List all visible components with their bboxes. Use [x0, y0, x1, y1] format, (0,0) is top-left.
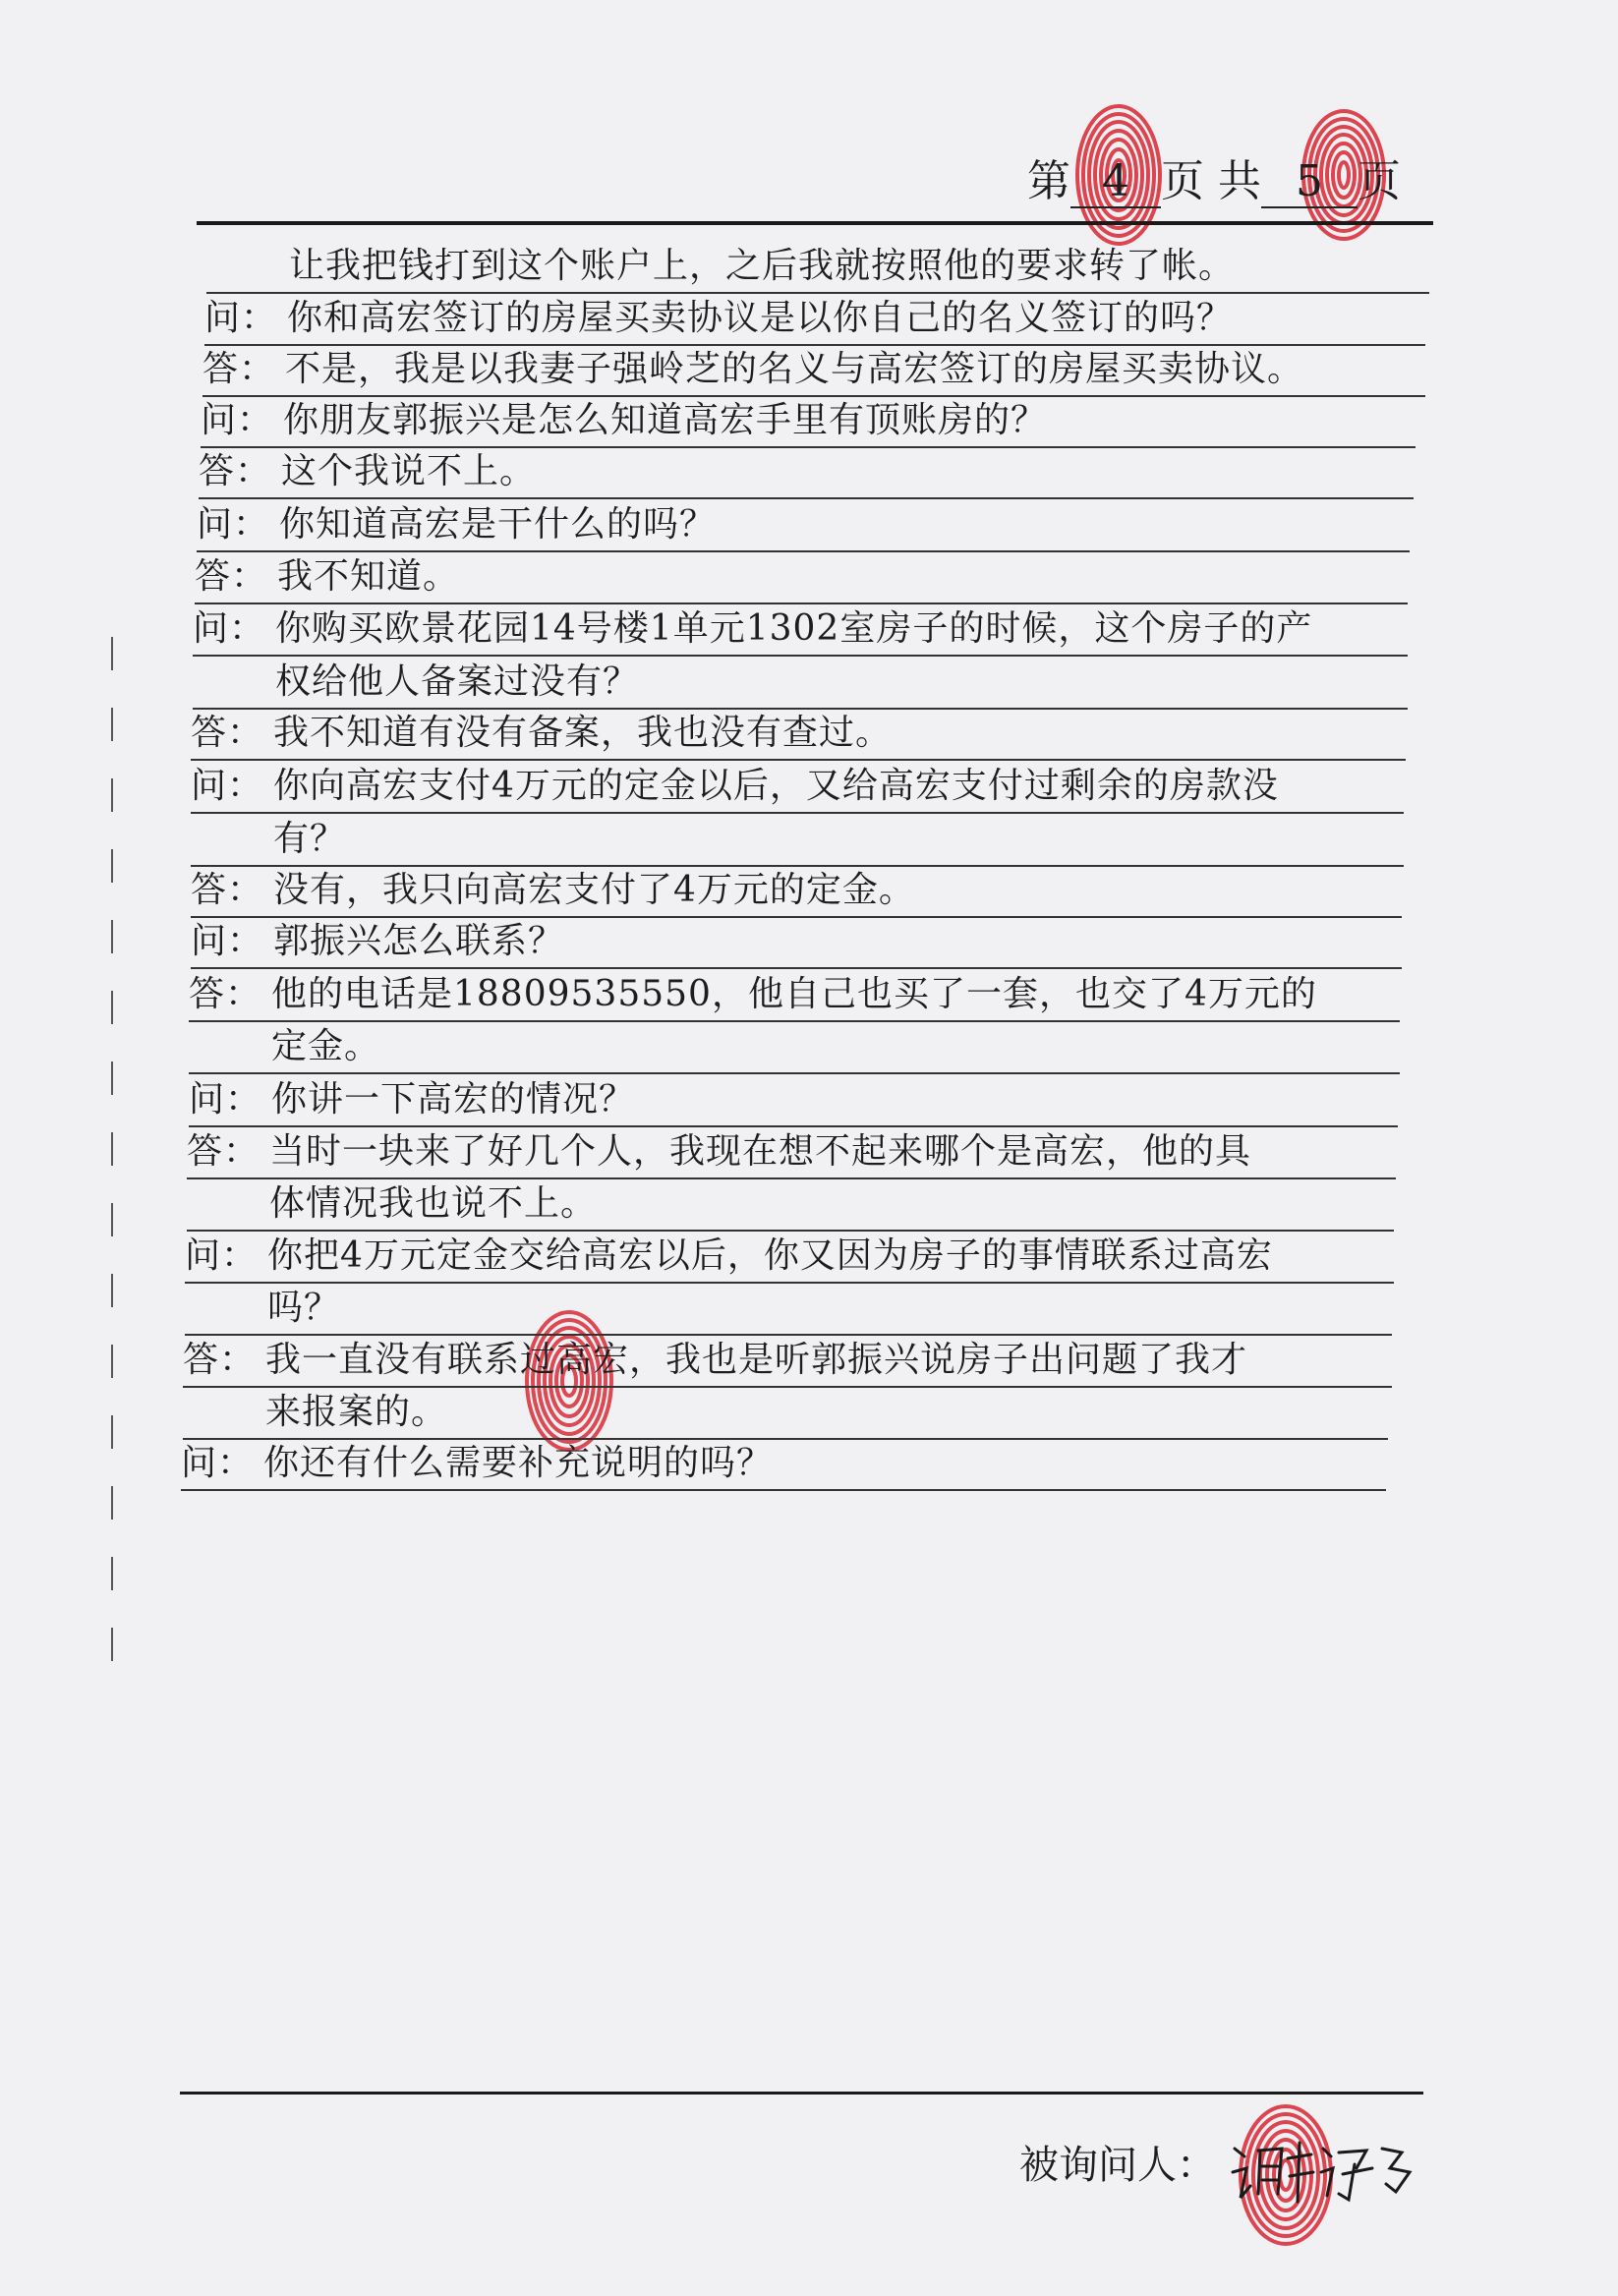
speaker-label: 答： — [202, 349, 276, 389]
transcript-line — [199, 446, 1414, 499]
speaker-label: 问： — [185, 1235, 259, 1276]
signature-row — [1019, 2129, 1416, 2208]
transcript-line — [183, 1335, 1392, 1388]
transcript-text: 你购买欧景花园14号楼1单元1302室房子的时候，这个房子的产 — [275, 608, 1313, 649]
transcript-text: 我一直没有联系过高宏，我也是听郭振兴说房子出问题了我才 — [265, 1340, 1248, 1380]
speaker-label: 问： — [201, 400, 274, 440]
transcript-text: 没有，我只向高宏支付了4万元的定金。 — [273, 870, 915, 910]
page-number-header — [1027, 145, 1401, 208]
transcript-text: 你讲一下高宏的情况？ — [271, 1079, 636, 1119]
transcript-line — [189, 969, 1400, 1022]
transcript-text: 你把4万元定金交给高宏以后，你又因为房子的事情联系过高宏 — [267, 1235, 1273, 1276]
transcript-line — [181, 1438, 1386, 1491]
signature-label: 被询问人： — [1019, 2143, 1216, 2188]
transcript-line — [195, 551, 1408, 604]
header-suffix: 页 — [1358, 156, 1401, 206]
footer-divider — [180, 2092, 1423, 2095]
transcript-line — [183, 1387, 1388, 1440]
transcript-text: 郭振兴怎么联系？ — [273, 921, 565, 961]
transcript-line — [206, 241, 1429, 294]
transcript-line — [193, 603, 1408, 657]
transcript-line — [191, 761, 1404, 814]
speaker-label: 答： — [183, 1340, 257, 1380]
transcript-text: 你知道高宏是干什么的吗？ — [279, 504, 717, 545]
speaker-label: 答： — [199, 451, 272, 491]
speaker-label: 问： — [204, 298, 278, 338]
transcript-line — [191, 916, 1402, 969]
transcript-text: 当时一块来了好几个人，我现在想不起来哪个是高宏，他的具 — [269, 1131, 1252, 1172]
speaker-label: 问： — [181, 1443, 255, 1483]
header-prefix: 第 — [1027, 156, 1070, 206]
transcript-text: 定金。 — [271, 1026, 381, 1066]
speaker-label: 答： — [191, 870, 264, 910]
transcript-line — [185, 1283, 1392, 1336]
transcript-line — [191, 865, 1402, 918]
transcript-line — [187, 1178, 1394, 1232]
transcript-line — [189, 1021, 1400, 1074]
speaker-label: 问： — [197, 504, 270, 545]
transcript-text: 权给他人备案过没有？ — [275, 661, 640, 702]
transcript-text: 不是，我是以我妻子强岭芝的名义与高宏签订的房屋买卖协议。 — [285, 349, 1304, 389]
transcript-text: 这个我说不上。 — [281, 451, 537, 491]
total-page-count: 5 — [1261, 156, 1358, 208]
transcript-line — [191, 814, 1404, 867]
transcript-line — [201, 395, 1416, 448]
speaker-label: 答： — [195, 556, 268, 597]
speaker-label: 答： — [189, 974, 262, 1014]
transcript-line — [193, 657, 1408, 710]
transcript-line — [187, 1126, 1396, 1179]
transcript-text: 你和高宏签订的房屋买卖协议是以你自己的名义签订的吗？ — [287, 298, 1234, 338]
transcript-text: 吗？ — [267, 1288, 341, 1328]
transcript-text: 他的电话是18809535550，他自己也买了一套，也交了4万元的 — [271, 974, 1317, 1014]
transcript-text: 你朋友郭振兴是怎么知道高宏手里有顶账房的？ — [283, 400, 1048, 440]
transcript-text: 我不知道。 — [277, 556, 460, 597]
transcript-line — [204, 293, 1425, 346]
header-divider — [197, 221, 1433, 225]
transcript-line — [185, 1231, 1394, 1284]
current-page-number: 4 — [1070, 156, 1161, 208]
transcript-text: 你向高宏支付4万元的定金以后，又给高宏支付过剩余的房款没 — [273, 766, 1279, 806]
speaker-label: 问： — [191, 766, 264, 806]
header-middle: 页 共 — [1161, 156, 1261, 206]
binding-marks — [108, 637, 116, 1698]
speaker-label: 问： — [189, 1079, 262, 1119]
transcript-text: 让我把钱打到这个账户上，之后我就按照他的要求转了帐。 — [289, 246, 1236, 286]
transcript-text: 你还有什么需要补充说明的吗？ — [263, 1443, 774, 1483]
transcript-line — [197, 499, 1410, 552]
speaker-label: 答： — [187, 1131, 260, 1172]
speaker-label: 问： — [193, 608, 266, 649]
handwritten-signature — [1229, 2129, 1416, 2208]
speaker-label: 答： — [191, 713, 264, 753]
transcript-line — [202, 344, 1425, 397]
transcript-line — [189, 1074, 1398, 1127]
transcript-text: 有？ — [273, 819, 347, 859]
speaker-label: 问： — [191, 921, 264, 961]
transcript-text: 我不知道有没有备案，我也没有查过。 — [273, 713, 893, 753]
transcript-line — [191, 708, 1406, 761]
transcript-text: 来报案的。 — [265, 1392, 448, 1432]
transcript-text: 体情况我也说不上。 — [269, 1183, 598, 1224]
